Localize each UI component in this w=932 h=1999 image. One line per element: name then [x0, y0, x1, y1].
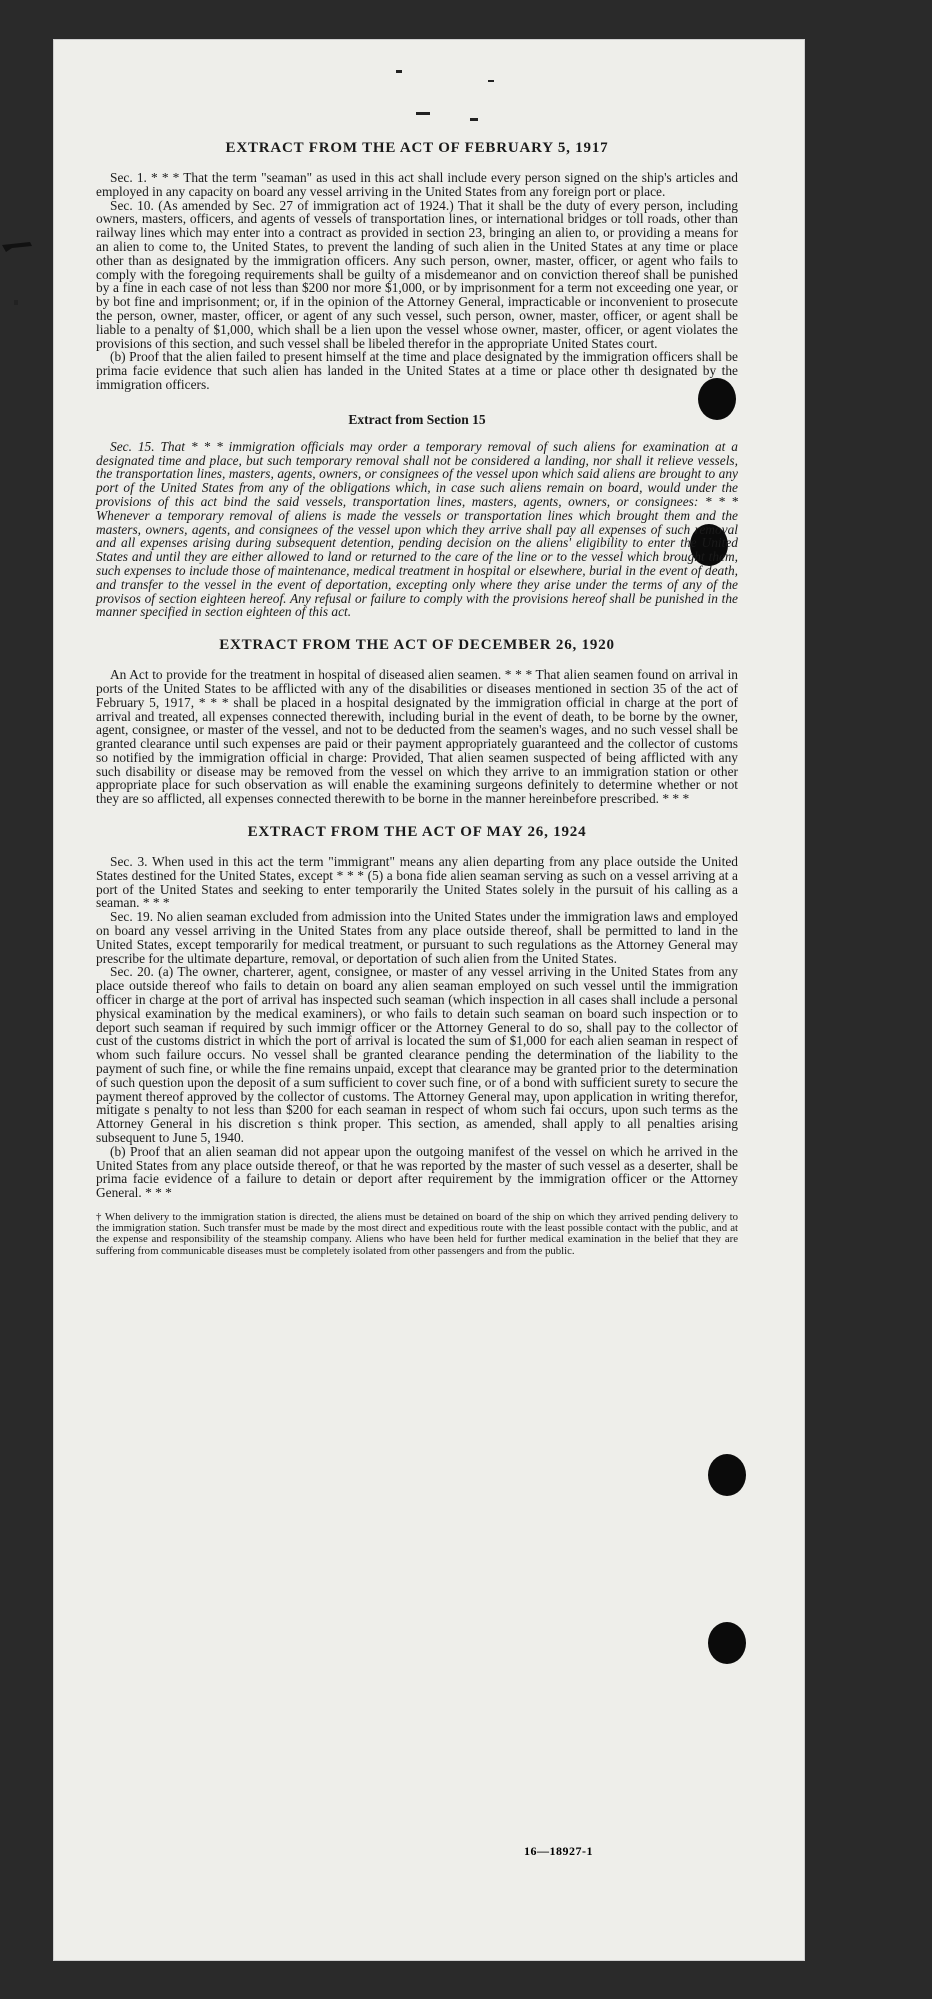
act-1924-section-20a: Sec. 20. (a) The owner, charterer, agent, consignee, or master of any vessel arriving in the United States from any place outside thereof who fails to detain on board any alien seaman employed on such vessel until the immigration officer in charge at the port of arrival has inspected such seaman (which inspection in all cases shall include a personal physical examination by the medical examiners), or who fails to detain such seaman on board such inspection or to deport such seaman if required by such immigr officer or the Attorney General to do so, shall pay to the collector of cust of the customs district in which the port of arrival is located the sum of $1,000 for each alien seaman in respect of whom such failure occurs. No vessel shall be granted clearance pending the determination of the liability to the payment of such fine, or while the fine remains unpaid, except that clearance may be granted prior to the determination of such question upon the deposit of a sum sufficient to cover such fine, or of a bond with sufficient surety to secure the payment thereof approved by the collector of customs. The Attorney General may, upon application in writing therefor, mitigate s penalty to not less than $200 for each seaman in respect of whom such fai occurs, upon such terms as the Attorney General in his discretion s think proper. This section, as amended, shall apply to all penalties arising subsequent to June 5, 1940. — [96, 964, 738, 1146]
scan-mark — [396, 70, 402, 73]
heading-act-1920: EXTRACT FROM THE ACT OF DECEMBER 26, 1920 — [219, 637, 615, 654]
section-15-text: Sec. 15. That * * * immigration officials may order a temporary removal of such aliens for examination at a designated time and place, but such temporary removal shall not be considered a landing, nor shall it relieve vessels, the transportation lines, masters, agents, owners, or consignees of the vessel upon which said aliens are brought to any port of the United States from any of the obligations which, in case such aliens remain on board, would under the provisions of this act bind the said vessels, transportation lines, masters, agents, owners, or consignees: * * * Whenever a temporary removal of aliens is made the vessels or transportation lines which brought them and the masters, owners, agents, and consignees of the vessel upon which they arrive shall pay all expenses of such removal and all expenses arising during subsequent detention, pending decision on the aliens' eligibility to enter the United States and until they are either allowed to land or returned to the care of the line or to the vessel which brought them, such expenses to include those of maintenance, medical treatment in hospital or elsewhere, burial in the event of death, and transfer to the vessel in the event of deportation, excepting only where they arise under the terms of any of the provisos of section eighteen hereof. Any refusal or failure to comply with the provisions hereof shall be punished in the manner specified in section eighteen of this act. — [96, 438, 738, 620]
act-1924-section-19: Sec. 19. No alien seaman excluded from admission into the United States under the immigration laws and employed on board any vessel arriving in the United States from any place outside thereof, shall be permitted to land in the United States, except temporarily for medical treatment, or pursuant to such regulations as the Attorney General may prescribe for the ultimate departure, removal, or deportation of such alien from the United States. — [96, 909, 738, 966]
section-1-text: Sec. 1. * * * That the term "seaman" as used in this act shall include every person signed on the ship's articles and employed in any capacity on board any vessel arriving in the United States from any foreign port or place. — [96, 170, 738, 199]
document-body — [96, 140, 738, 1257]
heading-act-1917: EXTRACT FROM THE ACT OF FEBRUARY 5, 1917 — [225, 140, 609, 156]
scan-mark — [488, 80, 494, 82]
punch-hole — [708, 1622, 746, 1664]
clip-mark — [0, 240, 34, 254]
section-10-text: Sec. 10. (As amended by Sec. 27 of immigration act of 1924.) That it shall be the duty of every person, including owners, masters, officers, and agents of vessels of transportation lines, or international bridges or toll roads, other than railway lines which may enter into a contract as provided in section 23, bringing an alien to, or providing a means for an alien to come to, the United States, to prevent the landing of such alien in the United States at any time or place other than as designated by the immigration officers. Any such person, owner, master, officer, or agent who fails to comply with the foregoing requirements shall be guilty of a misdemeanor and on conviction thereof shall be punished by a fine in each case of not less than $200 nor more $1,000, or by imprisonment for a term not exceeding one year, or by bot fine and imprisonment; or, if in the opinion of the Attorney General, impracticable or inconvenient to prosecute the person, owner, master, officer, or agent of any such vessel, such person, owner, master, officer, or agent shall be liable to a penalty of $1,000, which shall be a lien upon the vessel whose owner, master, officer, or agent violates the provisions of this section, and such vessel shall be libeled therefor in the appropriate United States court. — [96, 197, 738, 351]
punch-hole — [708, 1454, 746, 1496]
footnote: † When delivery to the immigration station is directed, the aliens must be detained on board of the ship on which they arrived pending delivery to the immigration station. Such transfer must be made by the most direct and expeditious route with the least possible contact with the public, and at the expense and responsibility of the steamship company. Aliens who have been held for further medical examination in the belief that they are suffering from communicable diseases must be completely isolated from other passengers and from the public. — [96, 1211, 738, 1257]
scan-mark — [416, 112, 430, 115]
scan-mark — [14, 300, 18, 305]
act-1924-section-3: Sec. 3. When used in this act the term "immigrant" means any alien departing from any place outside the United States destined for the United States, except * * * (5) a bona fide alien seaman serving as such on a vessel arriving at a port of the United States and seeking to enter temporarily the United States solely in the pursuit of his calling as a seaman. * * * — [96, 854, 738, 911]
scan-mark — [470, 118, 478, 121]
act-1924-section-20b: (b) Proof that an alien seaman did not appear upon the outgoing manifest of the vessel on which he arrived in the United States from any place outside thereof, or that he was reported by the master of such vessel as a deserter, shall be prima facie evidence of a failure to detain or deport after requirement by the immigration officer or the Attorney General. * * * — [96, 1143, 738, 1201]
act-1920-text: An Act to provide for the treatment in hospital of diseased alien seamen. * * * That alien seamen found on arrival in ports of the United States to be afflicted with any of the disabilities or diseases mentioned in section 35 of the act of February 5, 1917, * * * shall be placed in a hospital designated by the immigration official in charge at the port of arrival and treated, all expenses connected therewith, including burial in the event of death, to be borne by the owner, agent, consignee, or master of the vessel, and not to be deducted from the seamen's wages, and no such vessel shall be granted clearance until such expenses are paid or their payment appropriately guaranteed and the collector of customs so notified by the immigration official in charge: Provided, That alien seamen suspected of being afflicted with any such disability or disease may be removed from the vessel on which they arrive to an immigration station or other appropriate place for such observation as will enable the examining surgeons definitely to determine whether or not they are so afflicted, all expenses connected therewith to be borne in the manner hereinbefore prescribed. * * * — [96, 667, 738, 807]
section-10b-text: (b) Proof that the alien failed to present himself at the time and place designated by the immigration officers shall be prima facie evidence that such alien has landed in the United States at a time or place other th designated by the immigration officers. — [96, 349, 738, 392]
form-number: 16—18927-1 — [524, 1844, 593, 1858]
subheading-section-15: Extract from Section 15 — [348, 411, 486, 427]
heading-act-1924: EXTRACT FROM THE ACT OF MAY 26, 1924 — [247, 824, 587, 841]
